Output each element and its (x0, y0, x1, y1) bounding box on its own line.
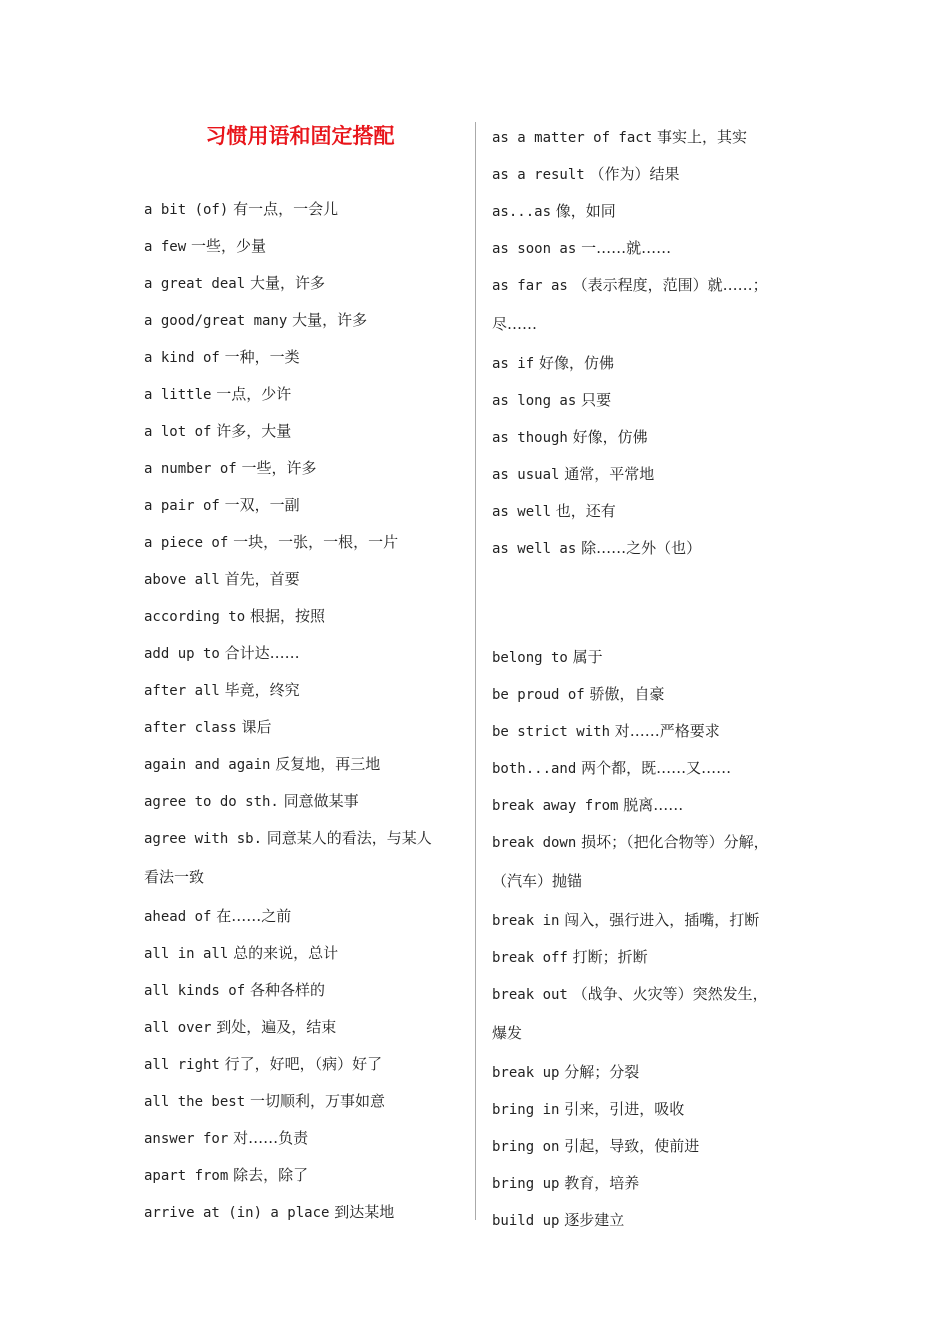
phrase-meaning-continued: 尽…… (492, 315, 538, 333)
phrase-meaning: 毕竟，终究 (224, 681, 300, 699)
phrase-text: as soon as (492, 241, 577, 257)
phrase-text: bring on (492, 1139, 560, 1155)
phrase-meaning: 大量，许多 (249, 274, 325, 292)
phrase-meaning: 对……严格要求 (614, 722, 720, 740)
phrase-entry (492, 676, 822, 713)
phrase-entry (492, 1054, 822, 1091)
phrase-meaning: 好像，仿佛 (538, 354, 614, 372)
phrase-meaning: 同意某人的看法，与某人 (266, 829, 432, 847)
right-column (492, 119, 822, 1239)
phrase-entry (492, 382, 822, 419)
phrase-meaning: 引来，引进，吸收 (564, 1100, 685, 1118)
phrase-entry (492, 530, 822, 567)
phrase-meaning: 总的来说，总计 (233, 944, 339, 962)
phrase-entry (492, 902, 822, 939)
phrase-entry (144, 1194, 474, 1231)
phrase-entry (144, 1046, 474, 1083)
phrase-text: arrive at (in) a place (144, 1205, 330, 1221)
phrase-meaning: （战争、火灾等）突然发生， (572, 985, 768, 1003)
phrase-entry (492, 713, 822, 750)
phrase-text: answer for (144, 1131, 229, 1147)
phrase-text: build up (492, 1213, 560, 1229)
phrase-text: bring in (492, 1102, 560, 1118)
phrase-text: after class (144, 720, 237, 736)
phrase-meaning: （表示程度，范围）就……； (572, 276, 768, 294)
phrase-entry (144, 898, 474, 935)
phrase-entry (144, 339, 474, 376)
phrase-entry (144, 376, 474, 413)
phrase-meaning: 教育，培养 (564, 1174, 640, 1192)
phrase-entry (144, 972, 474, 1009)
phrase-meaning: 损坏；（把化合物等）分解， (581, 833, 769, 851)
phrase-meaning: 属于 (572, 648, 603, 666)
phrase-meaning: 一种，一类 (224, 348, 300, 366)
phrase-meaning: 在……之前 (216, 907, 292, 925)
phrase-entry (144, 191, 474, 228)
phrase-meaning: （作为）结果 (589, 165, 680, 183)
phrase-entry (492, 824, 822, 861)
phrase-text: add up to (144, 646, 220, 662)
phrase-text: belong to (492, 650, 568, 666)
phrase-entry (144, 783, 474, 820)
phrase-text: break out (492, 987, 568, 1003)
phrase-text: above all (144, 572, 220, 588)
phrase-meaning: 一些，许多 (241, 459, 317, 477)
phrase-meaning: 一些，少量 (190, 237, 266, 255)
phrase-entry (492, 1128, 822, 1165)
phrase-text: as well as (492, 541, 577, 557)
phrase-text: a great deal (144, 276, 246, 292)
phrase-meaning: 除去，除了 (233, 1166, 309, 1184)
phrase-meaning: 到达某地 (334, 1203, 395, 1221)
phrase-text: all in all (144, 946, 229, 962)
phrase-entry (492, 493, 822, 530)
phrase-entry (492, 456, 822, 493)
phrase-text: all right (144, 1057, 220, 1073)
phrase-text: a good/great many (144, 313, 288, 329)
phrase-meaning-continued: 爆发 (492, 1024, 523, 1042)
phrase-entry (492, 119, 822, 156)
phrase-meaning: 行了，好吧，（病）好了 (224, 1055, 383, 1073)
phrase-meaning: 对……负责 (233, 1129, 309, 1147)
phrase-text: as far as (492, 278, 568, 294)
phrase-meaning: 有一点，一会儿 (233, 200, 339, 218)
phrase-text: bring up (492, 1176, 560, 1192)
phrase-entry (144, 935, 474, 972)
phrase-text: as a result (492, 167, 585, 183)
phrase-meaning: 分解；分裂 (564, 1063, 640, 1081)
phrase-entry (492, 193, 822, 230)
phrase-entry (492, 419, 822, 456)
phrase-meaning-continued: （汽车）抛锚 (492, 872, 583, 890)
phrase-meaning: 像，如同 (555, 202, 616, 220)
phrase-entry (492, 976, 822, 1013)
phrase-text: break away from (492, 798, 619, 814)
phrase-entry (492, 750, 822, 787)
phrase-text: both...and (492, 761, 577, 777)
phrase-entry (144, 1157, 474, 1194)
phrase-text: be strict with (492, 724, 611, 740)
phrase-entry (144, 524, 474, 561)
column-divider (475, 122, 476, 1220)
phrase-entry (144, 450, 474, 487)
phrase-meaning: 大量，许多 (292, 311, 368, 329)
phrase-meaning: 好像，仿佛 (572, 428, 648, 446)
page-title: 习惯用语和固定搭配 (205, 124, 395, 148)
phrase-meaning: 一切顺利，万事如意 (249, 1092, 385, 1110)
phrase-meaning: 根据，按照 (249, 607, 325, 625)
phrase-text: a kind of (144, 350, 220, 366)
phrase-meaning: 首先，首要 (224, 570, 300, 588)
phrase-entry (144, 487, 474, 524)
phrase-text: as usual (492, 467, 560, 483)
phrase-meaning: 一点，少许 (216, 385, 292, 403)
phrase-meaning: 脱离…… (623, 796, 684, 814)
phrase-text: all the best (144, 1094, 246, 1110)
phrase-text: all kinds of (144, 983, 246, 999)
phrase-entry (492, 639, 822, 676)
phrase-entry (492, 267, 822, 304)
phrase-text: as though (492, 430, 568, 446)
phrase-meaning: 也，还有 (555, 502, 616, 520)
phrase-entry (144, 1120, 474, 1157)
phrase-text: a pair of (144, 498, 220, 514)
phrase-meaning: 逐步建立 (564, 1211, 625, 1229)
phrase-text: break in (492, 913, 560, 929)
phrase-meaning: 只要 (581, 391, 612, 409)
phrase-entry (144, 265, 474, 302)
phrase-text: as well (492, 504, 552, 520)
phrase-meaning: 闯入，强行进入，插嘴，打断 (564, 911, 760, 929)
phrase-entry (492, 1165, 822, 1202)
phrase-entry (492, 156, 822, 193)
phrase-meaning: 反复地，再三地 (275, 755, 381, 773)
phrase-meaning: 一块，一张，一根，一片 (233, 533, 399, 551)
phrase-text: ahead of (144, 909, 212, 925)
phrase-entry (492, 939, 822, 976)
phrase-meaning: 通常，平常地 (564, 465, 655, 483)
left-column (144, 191, 474, 1231)
phrase-meaning: 除……之外（也） (581, 539, 702, 557)
phrase-meaning: 骄傲，自豪 (589, 685, 665, 703)
phrase-text: as if (492, 356, 535, 372)
phrase-text: break off (492, 950, 568, 966)
phrase-text: a little (144, 387, 212, 403)
phrase-text: break up (492, 1065, 560, 1081)
phrase-text: as...as (492, 204, 552, 220)
phrase-entry (492, 345, 822, 382)
phrase-text: a lot of (144, 424, 212, 440)
phrase-entry (144, 561, 474, 598)
phrase-entry (492, 230, 822, 267)
phrase-text: a number of (144, 461, 237, 477)
phrase-entry (144, 820, 474, 857)
phrase-meaning: 同意做某事 (283, 792, 359, 810)
phrase-entry (492, 1091, 822, 1128)
phrase-entry (144, 672, 474, 709)
phrase-entry (144, 598, 474, 635)
phrase-text: break down (492, 835, 577, 851)
phrase-entry (144, 228, 474, 265)
phrase-entry (144, 302, 474, 339)
phrase-text: as long as (492, 393, 577, 409)
phrase-meaning: 一……就…… (581, 239, 672, 257)
phrase-meaning: 合计达…… (224, 644, 300, 662)
phrase-meaning: 到处，遍及，结束 (216, 1018, 337, 1036)
phrase-text: a few (144, 239, 187, 255)
phrase-meaning-continued: 看法一致 (144, 868, 205, 886)
phrase-entry (144, 746, 474, 783)
phrase-entry (492, 787, 822, 824)
phrase-entry (144, 635, 474, 672)
phrase-text: apart from (144, 1168, 229, 1184)
section-gap (492, 567, 822, 639)
phrase-text: agree with sb. (144, 831, 263, 847)
phrase-text: as a matter of fact (492, 130, 653, 146)
phrase-text: a piece of (144, 535, 229, 551)
phrase-text: again and again (144, 757, 271, 773)
phrase-text: all over (144, 1020, 212, 1036)
phrase-text: after all (144, 683, 220, 699)
phrase-meaning: 引起，导致，使前进 (564, 1137, 700, 1155)
phrase-entry (144, 1083, 474, 1120)
phrase-meaning: 各种各样的 (249, 981, 325, 999)
phrase-entry (144, 413, 474, 450)
phrase-entry (144, 1009, 474, 1046)
phrase-entry (492, 1202, 822, 1239)
phrase-meaning: 打断；折断 (572, 948, 648, 966)
phrase-meaning: 两个都，既……又…… (581, 759, 732, 777)
phrase-meaning: 课后 (241, 718, 272, 736)
phrase-text: agree to do sth. (144, 794, 279, 810)
phrase-entry (144, 709, 474, 746)
phrase-meaning: 许多，大量 (216, 422, 292, 440)
phrase-meaning: 一双，一副 (224, 496, 300, 514)
phrase-text: according to (144, 609, 246, 625)
phrase-meaning: 事实上，其实 (656, 128, 747, 146)
phrase-text: be proud of (492, 687, 585, 703)
phrase-text: a bit (of) (144, 202, 229, 218)
